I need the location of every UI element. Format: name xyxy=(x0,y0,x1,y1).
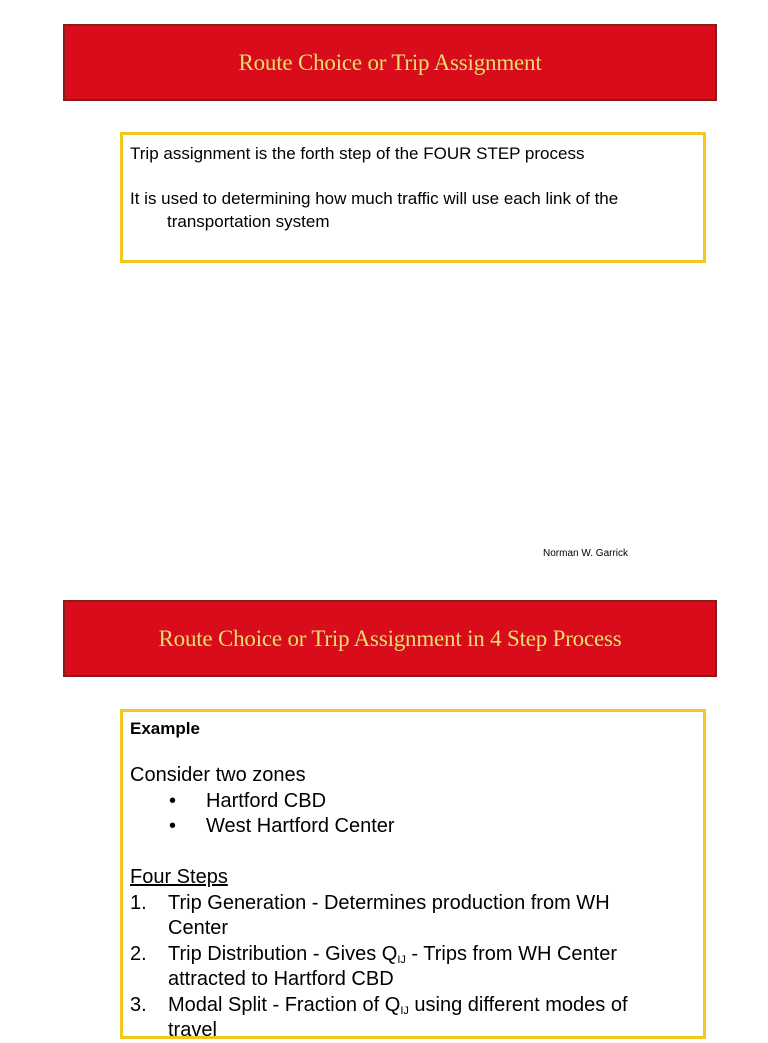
slide2-content-box xyxy=(120,709,706,1039)
zone-item: West Hartford Center xyxy=(206,815,395,837)
step-number: 2. xyxy=(130,943,147,965)
step-text: Trip Generation - Determines production from WH xyxy=(168,892,610,914)
slide2-title: Route Choice or Trip Assignment in 4 Step Process xyxy=(158,625,622,651)
slide1-title-bar xyxy=(63,24,717,101)
zone-item: Hartford CBD xyxy=(206,790,327,812)
slide1-line2: It is used to determining how much traffic will use each link of the xyxy=(130,189,619,208)
slide2-title-bar xyxy=(63,600,717,677)
example-heading: Example xyxy=(130,719,200,738)
bullet-glyph: • xyxy=(169,790,177,812)
step-text-continued: Center xyxy=(168,917,229,939)
step-text-continued: attracted to Hartford CBD xyxy=(168,968,394,990)
four-steps-heading: Four Steps xyxy=(130,866,228,888)
slide1-line1: Trip assignment is the forth step of the FOUR STEP process xyxy=(130,144,585,163)
slide1-content-box xyxy=(120,132,706,263)
author-footer: Norman W. Garrick xyxy=(543,548,629,559)
step-number: 1. xyxy=(130,892,147,914)
step-text: Modal Split - Fraction of $Q_{IJ}$ using different modes of xyxy=(168,994,628,1017)
step-text-continued: travel xyxy=(168,1019,217,1041)
subscript-ij: IJ xyxy=(400,1005,409,1017)
slide1-line2-continued: transportation system xyxy=(167,212,330,231)
slide1-title: Route Choice or Trip Assignment xyxy=(238,49,542,75)
step-number: 3. xyxy=(130,994,147,1016)
zones-intro: Consider two zones xyxy=(130,764,306,786)
step-text: Trip Distribution - Gives $Q_{IJ}$ - Trips from WH Center xyxy=(168,943,618,966)
subscript-ij: IJ xyxy=(397,954,406,966)
bullet-glyph: • xyxy=(169,815,177,837)
